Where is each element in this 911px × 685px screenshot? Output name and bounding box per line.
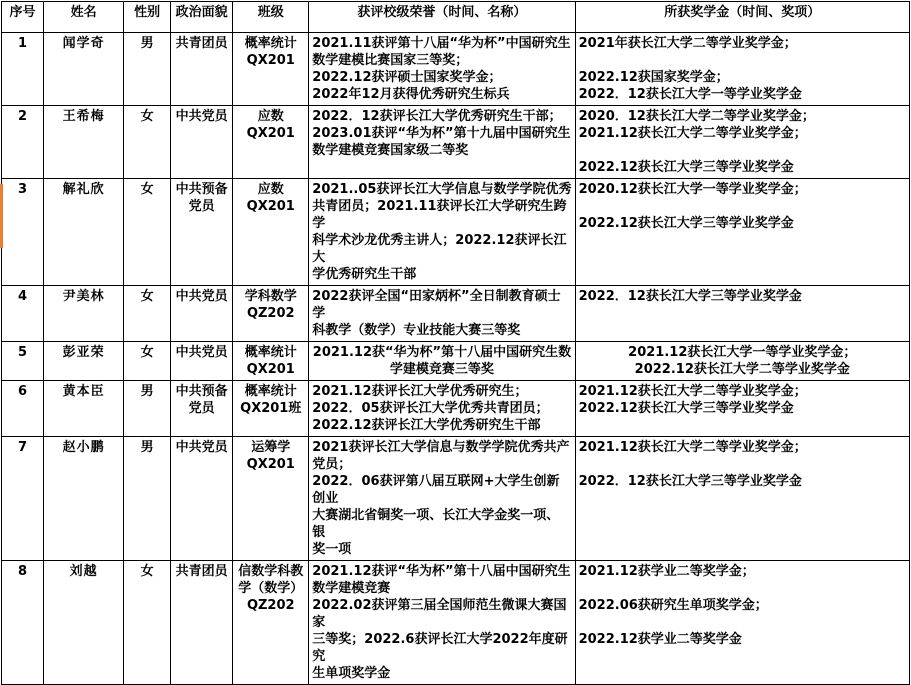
- cell-honors: [309, 342, 575, 381]
- scholarship-line: 2022.12获长江大学三等学业奖学金: [578, 160, 794, 175]
- cell-honors: [309, 561, 575, 685]
- scholarship-line: 2022.12获长江大学三等学业奖学金: [578, 401, 794, 416]
- honor-line: 奖一项: [312, 542, 352, 557]
- honor-line: 学建模竞赛三等奖: [389, 362, 494, 377]
- honor-line: 数学建模比赛国家三等奖；: [312, 53, 469, 68]
- honor-line: 大赛湖北省铜奖一项、长江大学金奖一项、银: [312, 508, 560, 540]
- cell-politics: 中共预备党员: [171, 381, 233, 437]
- scholarship-line: [579, 198, 906, 215]
- table-row: [2, 106, 910, 179]
- scholarship-line: 2021.12获学业二等奖学金；: [578, 564, 755, 579]
- cell-index: 3: [2, 179, 44, 286]
- honor-line: 2022.02获评第三届全国师范生微课大赛国家: [312, 598, 567, 630]
- cell-politics: 共青团员: [171, 33, 233, 106]
- cell-class: 信数学科教学（数学）QZ202: [233, 561, 309, 685]
- table-row: [2, 342, 910, 381]
- honor-line: 2022.12获评硕士国家奖学金；: [312, 70, 502, 85]
- cell-sex: 女: [124, 286, 171, 342]
- scholarship-line: 2022．12获长江大学三等学业奖学金: [578, 474, 802, 489]
- col-header-scholarships: 所获奖学金（时间、奖项）: [575, 2, 909, 33]
- cell-index: 6: [2, 381, 44, 437]
- scholarship-line: 2022．12获长江大学三等学业奖学金: [578, 289, 802, 304]
- col-header-sex: 性别: [124, 2, 171, 33]
- cell-scholarships: [575, 179, 909, 286]
- honor-line: 2021.11获评第十八届“华为杯”中国研究生: [312, 36, 571, 51]
- cell-name: 闻学奇: [44, 33, 124, 106]
- cell-sex: 女: [124, 342, 171, 381]
- honor-line: 三等奖；2022.6获评长江大学2022年度研究: [312, 632, 568, 664]
- honor-line: 2021获评长江大学信息与数学学院优秀共产: [312, 440, 570, 455]
- cell-sex: 女: [124, 179, 171, 286]
- cell-name: 黄本臣: [44, 381, 124, 437]
- cell-class: 应数QX201: [233, 106, 309, 179]
- scholarship-line: [579, 580, 906, 597]
- cell-politics: 中共预备党员: [171, 179, 233, 286]
- scholarship-line: 2022.06获研究生单项奖学金；: [578, 598, 768, 613]
- scholarship-line: 2021.12获长江大学二等学业奖学金；: [578, 384, 807, 399]
- cell-name: 王希梅: [44, 106, 124, 179]
- cell-scholarships: [575, 286, 909, 342]
- cell-index: 2: [2, 106, 44, 179]
- table-row: [2, 179, 910, 286]
- honor-line: 2022．12获评长江大学优秀研究生干部；: [312, 109, 562, 124]
- cell-index: 4: [2, 286, 44, 342]
- cell-scholarships: [575, 437, 909, 561]
- scholarship-line: [579, 614, 906, 631]
- honor-line: 数学建模竞赛国家级二等奖: [312, 143, 469, 158]
- document-sheet: [0, 1, 911, 681]
- cell-sex: 女: [124, 106, 171, 179]
- table-row: [2, 381, 910, 437]
- cell-scholarships: [575, 342, 909, 381]
- cell-scholarships: [575, 33, 909, 106]
- cell-name: 刘越: [44, 561, 124, 685]
- cell-sex: 男: [124, 381, 171, 437]
- cell-scholarships: [575, 106, 909, 179]
- table-row: [2, 286, 910, 342]
- cell-politics: 中共党员: [171, 342, 233, 381]
- scholarship-line: 2020.12获长江大学一等学业奖学金；: [578, 182, 807, 197]
- table-header-row: [2, 2, 910, 33]
- cell-class: 概率统计QX201: [233, 33, 309, 106]
- cell-honors: [309, 106, 575, 179]
- table-row: [2, 437, 910, 561]
- cell-class: 概率统计QX201: [233, 342, 309, 381]
- scholarship-line: 2022.12获长江大学三等学业奖学金: [578, 216, 794, 231]
- cell-politics: 中共党员: [171, 437, 233, 561]
- scholarship-line: [579, 142, 906, 159]
- scholarship-line: 2022.12获长江大学二等学业奖学金: [634, 362, 850, 377]
- cell-sex: 女: [124, 561, 171, 685]
- honor-line: 共青团员；2021.11获评长江大学研究生跨学: [312, 199, 567, 231]
- cell-class: 应数QX201: [233, 179, 309, 286]
- honor-line: 2021.12获评长江大学优秀研究生；: [312, 384, 528, 399]
- honor-line: 学优秀研究生干部: [312, 267, 417, 282]
- scholarship-line: 2021年获长江大学二等学业奖学金；: [578, 36, 797, 51]
- honor-line: 科教学（数学）专业技能大赛三等奖: [312, 323, 521, 338]
- honor-line: 2022获评全国“田家炳杯”全日制教育硕士学: [312, 289, 561, 321]
- cell-index: 5: [2, 342, 44, 381]
- scholarship-line: [579, 52, 906, 69]
- honor-line: 2022．05获评长江大学优秀共青团员；: [312, 401, 549, 416]
- cell-index: 8: [2, 561, 44, 685]
- scholarship-line: 2021.12获长江大学一等学业奖学金；: [628, 345, 857, 360]
- table-row: [2, 561, 910, 685]
- scholarship-line: 2022．12获长江大学一等学业奖学金: [578, 87, 802, 102]
- cell-honors: [309, 179, 575, 286]
- cell-index: 7: [2, 437, 44, 561]
- honor-line: 数学建模竞赛: [312, 581, 391, 596]
- honor-line: 2022年12月获得优秀研究生标兵: [312, 87, 510, 102]
- scholarship-line: [579, 456, 906, 473]
- scholarship-line: 2021.12获长江大学二等学业奖学金；: [578, 440, 807, 455]
- cell-class: 运筹学QX201: [233, 437, 309, 561]
- cell-politics: 中共党员: [171, 286, 233, 342]
- col-header-class: 班级: [233, 2, 309, 33]
- cell-class: 概率统计QX201班: [233, 381, 309, 437]
- col-header-name: 姓名: [44, 2, 124, 33]
- scholarship-line: 2021.12获长江大学二等学业奖学金；: [578, 126, 807, 141]
- col-header-politics: 政治面貌: [171, 2, 233, 33]
- cell-name: 解礼欣: [44, 179, 124, 286]
- cell-honors: [309, 437, 575, 561]
- honor-line: 党员；: [312, 457, 352, 472]
- cell-honors: [309, 286, 575, 342]
- honor-line: 2022.12获评长江大学优秀研究生干部: [312, 418, 541, 433]
- table-row: [2, 33, 910, 106]
- cell-politics: 中共党员: [171, 106, 233, 179]
- cell-politics: 共青团员: [171, 561, 233, 685]
- cell-class: 学科数学QZ202: [233, 286, 309, 342]
- row-selection-marker: [0, 184, 3, 248]
- cell-honors: [309, 381, 575, 437]
- scholarship-line: 2022.12获学业二等奖学金: [578, 632, 742, 647]
- scholarship-line: 2020．12获长江大学二等学业奖学金；: [578, 109, 815, 124]
- honor-line: 生单项奖学金: [312, 666, 391, 681]
- cell-name: 尹美林: [44, 286, 124, 342]
- cell-sex: 男: [124, 33, 171, 106]
- cell-sex: 男: [124, 437, 171, 561]
- honor-line: 科学术沙龙优秀主讲人；2022.12获评长江大: [312, 233, 567, 265]
- col-header-index: 序号: [2, 2, 44, 33]
- col-header-honors: 获评校级荣誉（时间、名称）: [309, 2, 575, 33]
- honor-line: 2021.12获“华为杯”第十八届中国研究生数: [312, 345, 572, 360]
- cell-honors: [309, 33, 575, 106]
- cell-scholarships: [575, 381, 909, 437]
- cell-name: 赵小鹏: [44, 437, 124, 561]
- honor-line: 2021.12获评“华为杯”第十八届中国研究生: [312, 564, 571, 579]
- honor-line: 2023.01获评“华为杯”第十九届中国研究生: [312, 126, 571, 141]
- scholarship-line: 2022.12获国家奖学金；: [578, 70, 729, 85]
- cell-index: 1: [2, 33, 44, 106]
- honor-line: 2021..05获评长江大学信息与数学学院优秀: [312, 182, 572, 197]
- cell-scholarships: [575, 561, 909, 685]
- honor-line: 2022．06获评第八届互联网+大学生创新创业: [312, 474, 560, 506]
- cell-name: 彭亚荣: [44, 342, 124, 381]
- award-list-table: [1, 1, 910, 685]
